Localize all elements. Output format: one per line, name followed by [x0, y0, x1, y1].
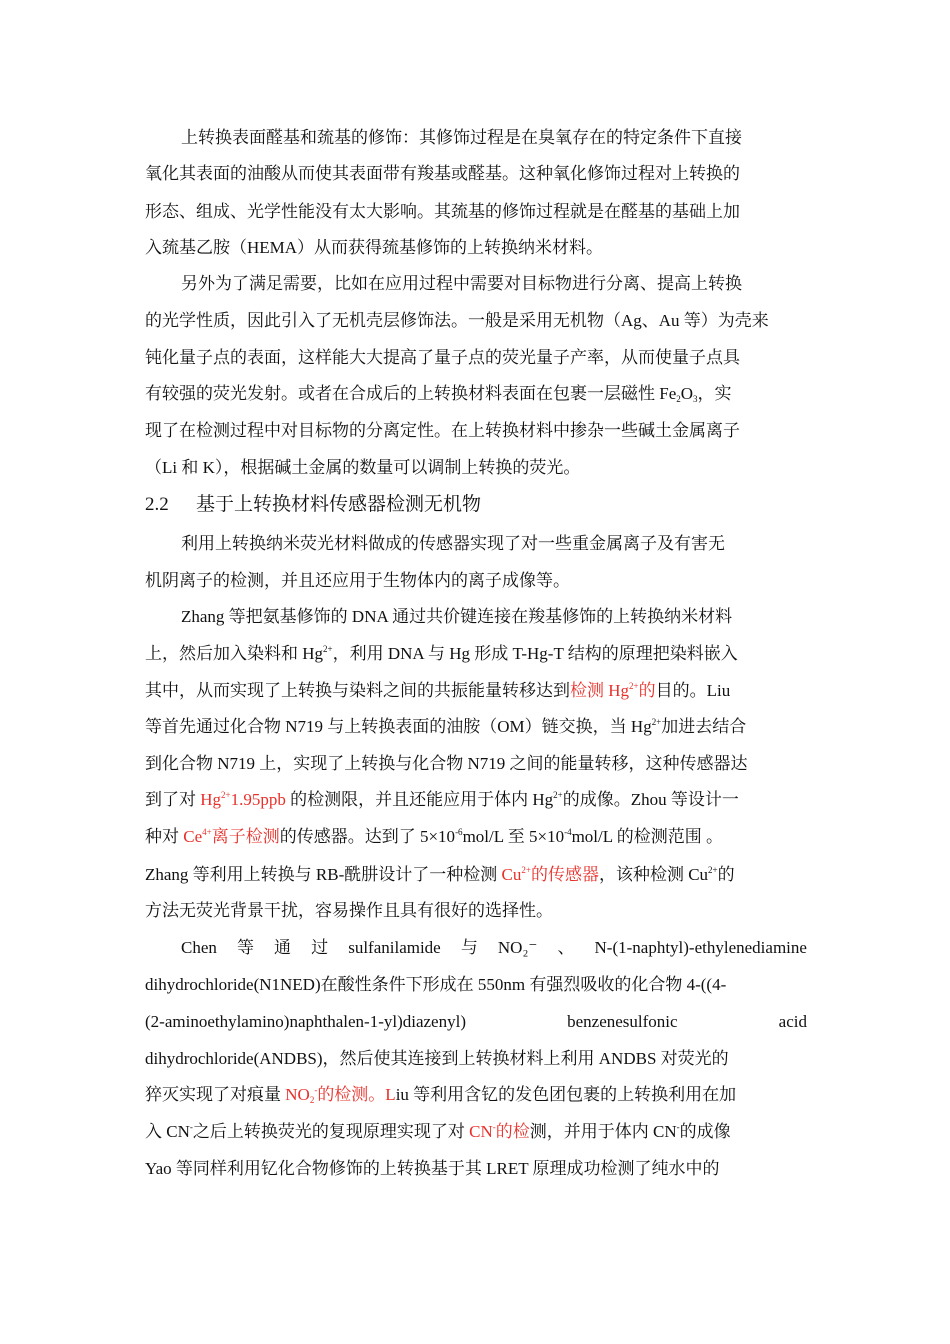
superscript: 2+	[323, 644, 333, 654]
highlight-text: 检测 Hg	[570, 681, 630, 700]
text-run: O	[680, 384, 694, 403]
superscript: -6	[455, 827, 463, 837]
text-line: Yao 等同样利用钇化合物修饰的上转换基于其 LRET 原理成功检测了纯水中的	[145, 1159, 720, 1178]
text-line: 入巯基乙胺（HEMA）从而获得巯基修饰的上转换纳米材料。	[145, 238, 604, 257]
section-heading	[145, 492, 481, 518]
text-run: ，利用 DNA 与 Hg 形成 T-Hg-T 结构的原理把染料嵌入	[332, 644, 738, 663]
text-line	[145, 382, 807, 406]
subscript: 2	[309, 1095, 315, 1105]
text-run: 目的。Liu	[655, 681, 731, 700]
superscript: -4	[564, 827, 572, 837]
subscript: 2	[676, 394, 681, 404]
highlight-text: 的检测。L	[317, 1085, 396, 1104]
text-line	[145, 1083, 807, 1107]
superscript: 2+	[651, 717, 662, 727]
superscript: -	[676, 1122, 680, 1132]
text-line: Zhang 等把氨基修饰的 DNA 通过共价键连接在羧基修饰的上转换纳米材料	[181, 607, 733, 626]
text-run: ，该种检测 Cu	[598, 865, 709, 884]
text-word: 通	[274, 938, 292, 957]
text-run: 的	[717, 865, 735, 884]
text-run: 入 CN	[145, 1122, 190, 1141]
highlight-text: CN	[469, 1122, 493, 1141]
text-run: 测，并用于体内 CN	[529, 1122, 677, 1141]
text-word: 、	[557, 938, 575, 957]
text-run: 的成像	[679, 1122, 731, 1141]
section-title: 基于上转换材料传感器检测无机物	[196, 494, 482, 515]
highlight-text: 的传感器	[530, 865, 599, 884]
highlight-text: Hg	[200, 790, 222, 809]
text-line	[145, 825, 807, 849]
text-word: acid	[778, 1012, 807, 1031]
superscript: 2+	[708, 865, 718, 875]
text-word: benzenesulfonic	[567, 1012, 678, 1031]
text-line: dihydrochloride(ANDBS)，然后使其连接到上转换材料上利用 ANDBS 对荧光的	[145, 1049, 729, 1068]
superscript: 4+	[202, 827, 212, 837]
text-run: Zhang 等利用上转换与 RB-酰肼设计了一种检测	[145, 865, 502, 884]
text-run: 的成像。Zhou 等设计一	[562, 790, 739, 809]
text-word: 过	[311, 938, 329, 957]
text-run: 等首先通过化合物 N719 与上转换表面的油胺（OM）链交换，当 Hg	[145, 717, 652, 736]
text-word: 与	[460, 938, 478, 957]
text-line	[145, 715, 807, 739]
text-run: 到了对	[145, 790, 201, 809]
highlight-text: 1.95ppb	[230, 790, 286, 809]
text-run: 上，然后加入染料和 Hg	[145, 644, 324, 663]
superscript: -	[189, 1122, 193, 1132]
highlight-text: Cu	[501, 865, 522, 884]
text-line	[145, 788, 807, 812]
text-line	[145, 1010, 807, 1034]
superscript: 2+	[629, 681, 639, 691]
text-word: sulfanilamide	[348, 938, 441, 957]
text-word: (2-aminoethylamino)naphthalen-1-yl)diazenyl)	[145, 1012, 466, 1031]
text-line	[145, 863, 807, 887]
text-line: 钝化量子点的表面，这样能大大提高了量子点的荧光量子产率，从而使量子点具	[145, 348, 740, 367]
highlight-text: 离子检测	[211, 827, 280, 846]
text-run: 之后上转换荧光的复现原理实现了对	[192, 1122, 470, 1141]
text-line: dihydrochloride(N1NED)在酸性条件下形成在 550nm 有强烈吸收的化合物 4-((4-	[145, 975, 727, 994]
subscript: 3	[693, 394, 698, 404]
superscript: 2+	[521, 865, 531, 875]
text-run: 种对	[145, 827, 184, 846]
superscript: 2+	[553, 790, 563, 800]
text-line	[181, 936, 807, 960]
text-run: 的传感器。达到了 5×10	[279, 827, 456, 846]
highlight-text: Ce	[183, 827, 203, 846]
text-run: mol/L 至 5×10	[462, 827, 565, 846]
text-word: N-(1-naphtyl)-ethylenediamine	[594, 938, 807, 957]
text-word: 等	[236, 938, 254, 957]
highlight-text: NO	[285, 1085, 310, 1104]
text-run: mol/L 的检测范围 。	[571, 827, 724, 846]
text-line	[145, 642, 807, 666]
text-word: NO₂⁻	[497, 938, 538, 957]
text-run: 猝灭实现了对痕量	[145, 1085, 286, 1104]
text-line: 形态、组成、光学性能没有太大影响。其巯基的修饰过程就是在醛基的基础上加	[145, 202, 740, 221]
text-line: 上转换表面醛基和巯基的修饰：其修饰过程是在臭氧存在的特定条件下直接	[181, 128, 742, 147]
text-run: 的检测限，并且还能应用于体内 Hg	[285, 790, 554, 809]
section-number: 2.2	[145, 494, 169, 515]
text-line: 利用上转换纳米荧光材料做成的传感器实现了对一些重金属离子及有害无	[181, 534, 725, 553]
superscript: -	[492, 1122, 496, 1132]
superscript: 2+	[221, 790, 231, 800]
text-run: 有较强的荧光发射。或者在合成后的上转换材料表面在包裹一层磁性 Fe	[145, 384, 677, 403]
text-line: 另外为了满足需要，比如在应用过程中需要对目标物进行分离、提高上转换	[181, 274, 742, 293]
text-line	[145, 679, 807, 703]
text-line: 现了在检测过程中对目标物的分离定性。在上转换材料中掺杂一些碱土金属离子	[145, 421, 740, 440]
text-line: 方法无荧光背景干扰，容易操作且具有很好的选择性。	[145, 901, 553, 920]
text-run: 其中，从而实现了上转换与染料之间的共振能量转移达到	[145, 681, 570, 700]
superscript: -	[314, 1085, 318, 1095]
text-line	[145, 1120, 807, 1144]
text-line: 的光学性质，因此引入了无机壳层修饰法。一般是采用无机物（Ag、Au 等）为壳来	[145, 311, 769, 330]
text-word: Chen	[181, 938, 217, 957]
highlight-text: 的检	[495, 1122, 530, 1141]
text-run: ，实	[697, 384, 732, 403]
text-run: 加进去结合	[661, 717, 747, 736]
highlight-text: 的	[638, 681, 656, 700]
text-line: 氧化其表面的油酸从而使其表面带有羧基或醛基。这种氧化修饰过程对上转换的	[145, 164, 740, 183]
text-line: 机阴离子的检测，并且还应用于生物体内的离子成像等。	[145, 571, 570, 590]
text-line: 到化合物 N719 上，实现了上转换与化合物 N719 之间的能量转移，这种传感器达	[145, 754, 748, 773]
text-line: （Li 和 K），根据碱土金属的数量可以调制上转换的荧光。	[145, 458, 581, 477]
text-run: iu 等利用含钇的发色团包裹的上转换利用在加	[395, 1085, 737, 1104]
